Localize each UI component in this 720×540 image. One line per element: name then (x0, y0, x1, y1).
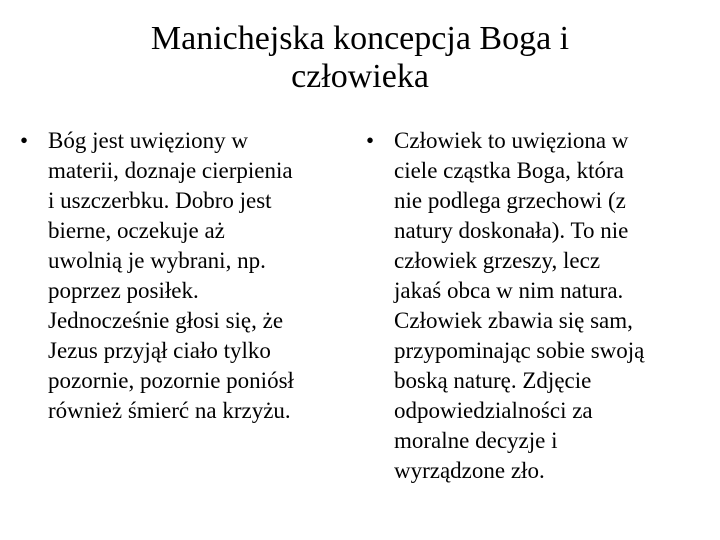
text-line: pozornie, pozornie poniósł (48, 368, 294, 393)
title-line: człowieka (291, 58, 429, 95)
bullet-marker: • (366, 128, 375, 153)
bullet-marker: • (20, 128, 29, 153)
text-line: Człowiek zbawia się sam, (394, 308, 633, 333)
text-line: Jednocześnie głosi się, że (48, 308, 284, 333)
left-bullet-text (48, 126, 360, 426)
text-line: poprzez posiłek. (48, 278, 199, 303)
text-line: Jezus przyjął ciało tylko (48, 338, 271, 363)
text-line: Człowiek to uwięziona w (394, 128, 629, 153)
text-line: Bóg jest uwięziony w (48, 128, 248, 153)
text-line: odpowiedzialności za (394, 398, 593, 423)
left-bullet (20, 126, 360, 426)
text-line: i uszczerbku. Dobro jest (48, 188, 272, 213)
text-line: moralne decyzje i (394, 428, 558, 453)
text-line: bierne, oczekuje aż (48, 218, 225, 243)
right-bullet-text (394, 126, 716, 486)
text-line: boską naturę. Zdjęcie (394, 368, 592, 393)
text-line: również śmierć na krzyżu. (48, 398, 291, 423)
slide-title (0, 20, 720, 96)
text-line: przypominając sobie swoją (394, 338, 645, 363)
text-line: natury doskonała). To nie (394, 218, 629, 243)
title-line: Manichejska koncepcja Boga i (150, 20, 570, 57)
right-bullet (366, 126, 716, 486)
text-line: ciele cząstka Boga, która (394, 158, 624, 183)
text-line: nie podlega grzechowi (z (394, 188, 626, 213)
text-line: człowiek grzeszy, lecz (394, 248, 601, 273)
text-line: materii, doznaje cierpienia (48, 158, 293, 183)
text-line: wyrządzone zło. (394, 458, 545, 483)
text-line: uwolnią je wybrani, np. (48, 248, 266, 273)
text-line: jakaś obca w nim natura. (394, 278, 624, 303)
